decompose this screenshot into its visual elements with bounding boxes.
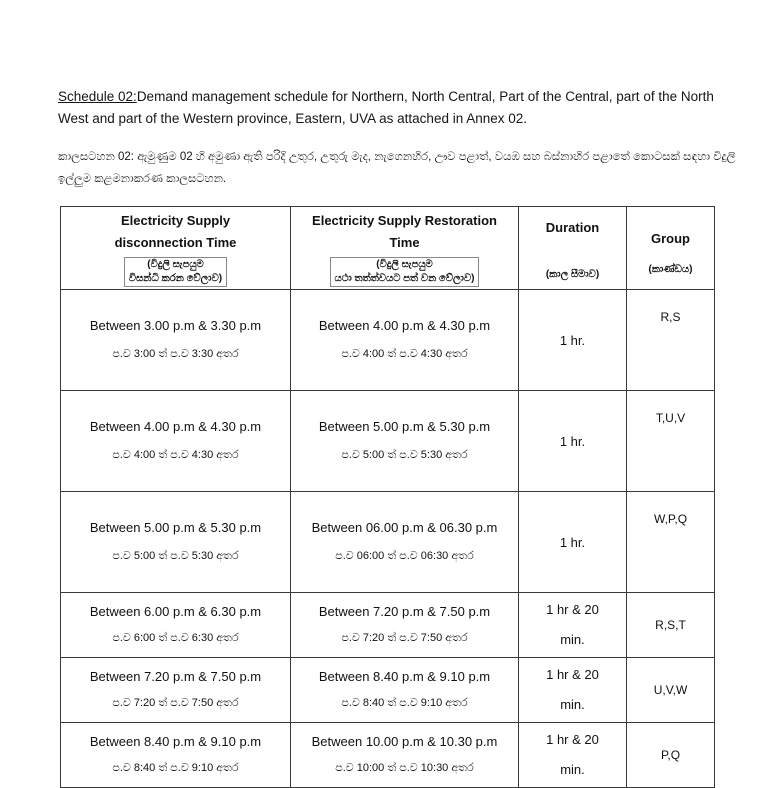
disconnect-cell: Between 6.00 p.m & 6.30 p.m ප.ව 6:00 ත් ප.ව 6:30 අතර xyxy=(61,593,291,658)
group-cell: P,Q xyxy=(627,723,715,788)
group-cell: R,S xyxy=(627,290,715,391)
schedule-heading xyxy=(58,86,738,130)
restore-cell: Between 7.20 p.m & 7.50 p.m ප.ව 7:20 ත් ප.ව 7:50 අතර xyxy=(291,593,519,658)
restore-cell: Between 5.00 p.m & 5.30 p.m ප.ව 5:00 ත් ප.ව 5:30 අතර xyxy=(291,391,519,492)
header-disconnection-time: Electricity Supply disconnection Time (විදුලි සැපයුම විසන්ධි කරන වේලාව) xyxy=(61,207,291,290)
duration-cell: 1 hr & 20 min. xyxy=(519,593,627,658)
duration-cell: 1 hr. xyxy=(519,290,627,391)
disconnect-cell: Between 4.00 p.m & 4.30 p.m ප.ව 4:00 ත් ප.ව 4:30 අතර xyxy=(61,391,291,492)
restore-cell: Between 06.00 p.m & 06.30 p.m ප.ව 06:00 ත් ප.ව 06:30 අතර xyxy=(291,492,519,593)
disconnect-cell: Between 5.00 p.m & 5.30 p.m ප.ව 5:00 ත් ප.ව 5:30 අතර xyxy=(61,492,291,593)
schedule-table xyxy=(60,206,715,788)
schedule-heading-text: Demand management schedule for Northern, North Central, Part of the Central, part of the North West and part of the Western province, Eastern, UVA as attached in Annex 02. xyxy=(58,89,714,126)
restore-cell: Between 8.40 p.m & 9.10 p.m ප.ව 8:40 ත් ප.ව 9:10 අතර xyxy=(291,658,519,723)
group-cell: R,S,T xyxy=(627,593,715,658)
header-duration: Duration (කාල සීමාව) xyxy=(519,207,627,290)
table-row xyxy=(61,391,715,492)
disconnect-cell: Between 3.00 p.m & 3.30 p.m ප.ව 3:00 ත් ප.ව 3:30 අතර xyxy=(61,290,291,391)
duration-cell: 1 hr & 20 min. xyxy=(519,723,627,788)
schedule-label: Schedule 02: xyxy=(58,89,137,104)
restore-cell: Between 4.00 p.m & 4.30 p.m ප.ව 4:00 ත් ප.ව 4:30 අතර xyxy=(291,290,519,391)
table-header-row xyxy=(61,207,715,290)
table-row xyxy=(61,593,715,658)
table-row xyxy=(61,658,715,723)
duration-cell: 1 hr. xyxy=(519,391,627,492)
table-row xyxy=(61,723,715,788)
header-restoration-time: Electricity Supply Restoration Time (විදුලි සැපයුම යථා තත්ත්වයට පත් වන වේලාව) xyxy=(291,207,519,290)
table-row xyxy=(61,290,715,391)
header-group: Group (කාණ්ඩය) xyxy=(627,207,715,290)
duration-cell: 1 hr & 20 min. xyxy=(519,658,627,723)
disconnect-cell: Between 7.20 p.m & 7.50 p.m ප.ව 7:20 ත් ප.ව 7:50 අතර xyxy=(61,658,291,723)
restore-cell: Between 10.00 p.m & 10.30 p.m ප.ව 10:00 ත් ප.ව 10:30 අතර xyxy=(291,723,519,788)
group-cell: U,V,W xyxy=(627,658,715,723)
group-cell: T,U,V xyxy=(627,391,715,492)
duration-cell: 1 hr. xyxy=(519,492,627,593)
table-row xyxy=(61,492,715,593)
group-cell: W,P,Q xyxy=(627,492,715,593)
disconnect-cell: Between 8.40 p.m & 9.10 p.m ප.ව 8:40 ත් ප.ව 9:10 අතර xyxy=(61,723,291,788)
sinhala-intro: කාලසටහන 02: ඇමුණුම 02 හි අමුණා ඇති පරිදි උතුර, උතුරු මැද, නැගෙනහිර, ඌව පළාත්, වයඹ සහ බස්නාහිර පළාතේ කොටසක් සඳහා විදුලි ඉල්ලුම කළමනාකරණ කාලසටහන. xyxy=(58,151,736,185)
